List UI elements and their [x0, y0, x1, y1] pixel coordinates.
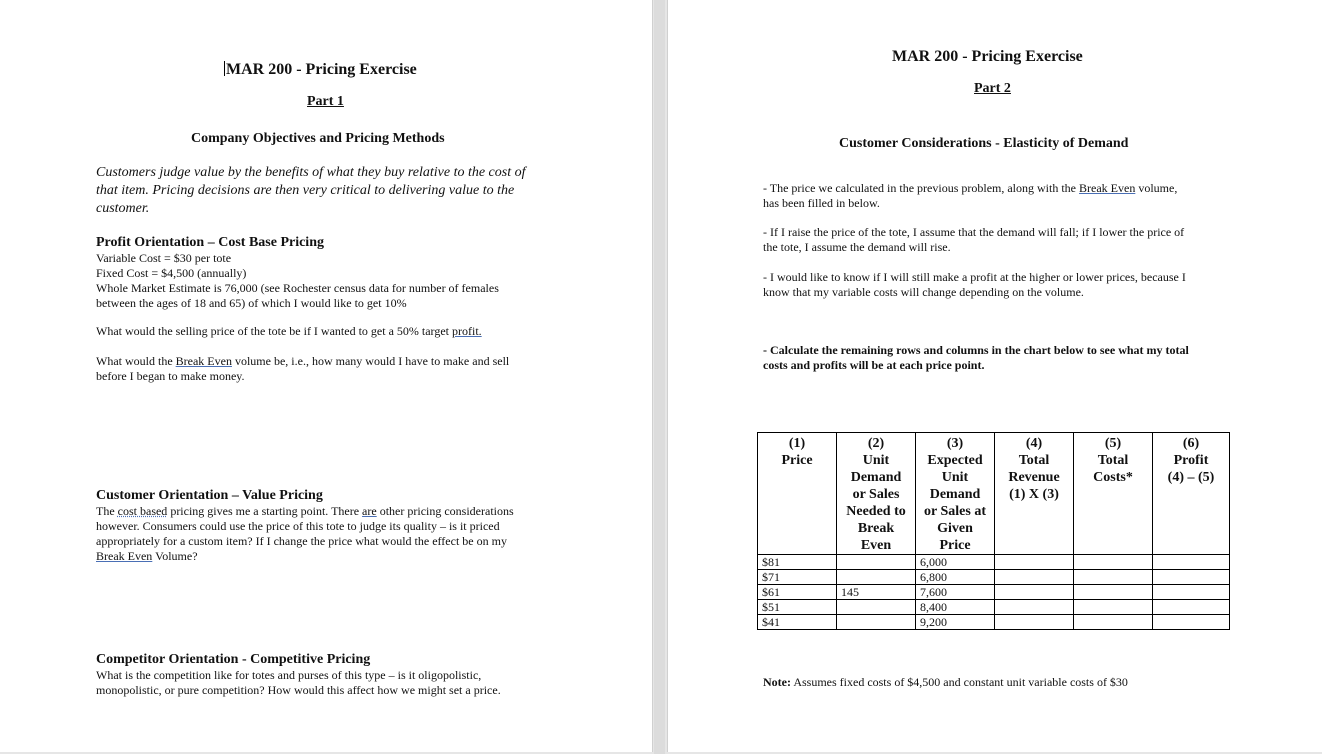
table-cell[interactable]: 8,400 — [916, 600, 995, 615]
page1-part-label: Part 1 — [307, 94, 344, 109]
table-cell[interactable] — [1074, 615, 1153, 630]
table-cell[interactable]: $51 — [758, 600, 837, 615]
table-footnote: Note: Assumes fixed costs of $4,500 and constant unit variable costs of $30 — [763, 675, 1128, 689]
paragraph-profit-question: - I would like to know if I will still make a profit at the higher or lower prices, because I know that my variable costs will change depending on the volume. — [763, 270, 1186, 299]
table-cell[interactable]: $41 — [758, 615, 837, 630]
question-target-profit: What would the selling price of the tote be if I wanted to get a 50% target profit. — [96, 324, 482, 338]
text-cursor — [224, 61, 225, 76]
col-header-total-revenue: (4) Total Revenue (1) X (3) — [995, 433, 1074, 555]
page2-part-label: Part 2 — [974, 81, 1011, 96]
table-cell[interactable] — [1074, 555, 1153, 570]
table-cell[interactable] — [1074, 600, 1153, 615]
table-row — [758, 585, 1230, 600]
table-cell[interactable]: $61 — [758, 585, 837, 600]
proofing-mark[interactable]: cost based — [117, 504, 168, 518]
table-cell[interactable] — [995, 615, 1074, 630]
proofing-mark[interactable]: Break Even — [1079, 181, 1136, 195]
profit-details — [96, 251, 499, 311]
page1-heading: Company Objectives and Pricing Methods — [191, 131, 445, 146]
col-header-price: (1) Price — [758, 433, 837, 555]
table-cell[interactable]: 6,800 — [916, 570, 995, 585]
col-header-profit: (6) Profit (4) – (5) — [1153, 433, 1230, 555]
table-row — [758, 555, 1230, 570]
intro-paragraph — [96, 164, 526, 218]
proofing-mark[interactable]: are — [362, 504, 377, 518]
competitor-orientation-text: What is the competition like for totes and purses of this type – is it oligopolistic, monopolistic, or pure competition? How would this affect how we might set a price. — [96, 668, 501, 697]
col-header-expected-demand: (3) Expected Unit Demand or Sales at Given Price — [916, 433, 995, 555]
profit-line: between the ages of 18 and 65) of which I would like to get 10% — [96, 296, 407, 310]
col-header-total-costs: (5) Total Costs* — [1074, 433, 1153, 555]
table-cell[interactable] — [837, 615, 916, 630]
table-cell[interactable] — [837, 600, 916, 615]
table-cell[interactable] — [995, 585, 1074, 600]
table-cell[interactable]: 6,000 — [916, 555, 995, 570]
table-cell[interactable] — [837, 555, 916, 570]
paragraph-instructions: - Calculate the remaining rows and columns in the chart below to see what my total costs and profits will be at each price point. — [763, 343, 1189, 372]
table-cell[interactable] — [1153, 555, 1230, 570]
profit-line: Fixed Cost = $4,500 (annually) — [96, 266, 247, 280]
intro-line: customer. — [96, 201, 150, 216]
table-row — [758, 600, 1230, 615]
customer-orientation-heading: Customer Orientation – Value Pricing — [96, 488, 323, 503]
paragraph-demand: - If I raise the price of the tote, I assume that the demand will fall; if I lower the price of the tote, I assume the demand will rise. — [763, 225, 1185, 254]
profit-line: Whole Market Estimate is 76,000 (see Rochester census data for number of females — [96, 281, 499, 295]
table-cell[interactable] — [1153, 600, 1230, 615]
table-cell[interactable]: 145 — [837, 585, 916, 600]
question-break-even: What would the Break Even volume be, i.e., how many would I have to make and sell before I began to make money. — [96, 354, 510, 383]
customer-orientation-text: The cost based pricing gives me a starting point. There are other pricing considerations however. Consumers could use the price of this tote to judge its quality – is it priced appropriately for a custom item? If I change the price what would the effect be on my Break Even Volume? — [96, 504, 514, 563]
proofing-mark[interactable]: profit. — [452, 324, 482, 338]
table-cell[interactable] — [995, 600, 1074, 615]
table-cell[interactable] — [995, 570, 1074, 585]
table-cell[interactable] — [1153, 615, 1230, 630]
proofing-mark[interactable]: Break Even — [96, 549, 153, 563]
col-header-break-even-demand: (2) Unit Demand or Sales Needed to Break Even — [837, 433, 916, 555]
table-cell[interactable] — [1074, 570, 1153, 585]
profit-orientation-heading: Profit Orientation – Cost Base Pricing — [96, 235, 324, 250]
table-cell[interactable]: $71 — [758, 570, 837, 585]
paragraph-break-even-note: - The price we calculated in the previous problem, along with the Break Even volume, has been filled in below. — [763, 181, 1178, 210]
pricing-table — [757, 432, 1230, 630]
table-cell[interactable] — [837, 570, 916, 585]
table-cell[interactable] — [1153, 585, 1230, 600]
table-cell[interactable]: 7,600 — [916, 585, 995, 600]
document-page-2 — [667, 0, 1322, 752]
table-header-row — [758, 433, 1230, 555]
table-row — [758, 570, 1230, 585]
table-cell[interactable]: 9,200 — [916, 615, 995, 630]
intro-line: Customers judge value by the benefits of what they buy relative to the cost of — [96, 165, 526, 180]
page2-title: MAR 200 - Pricing Exercise — [892, 48, 1083, 65]
page2-heading: Customer Considerations - Elasticity of Demand — [839, 136, 1129, 151]
profit-line: Variable Cost = $30 per tote — [96, 251, 232, 265]
table-cell[interactable] — [1074, 585, 1153, 600]
page-gutter — [654, 0, 665, 754]
table-cell[interactable] — [995, 555, 1074, 570]
table-row — [758, 615, 1230, 630]
page1-title: MAR 200 - Pricing Exercise — [226, 61, 417, 78]
proofing-mark[interactable]: Break Even — [175, 354, 232, 368]
table-cell[interactable]: $81 — [758, 555, 837, 570]
intro-line: that item. Pricing decisions are then very critical to delivering value to the — [96, 183, 515, 198]
competitor-orientation-heading: Competitor Orientation - Competitive Pricing — [96, 652, 371, 667]
table-cell[interactable] — [1153, 570, 1230, 585]
